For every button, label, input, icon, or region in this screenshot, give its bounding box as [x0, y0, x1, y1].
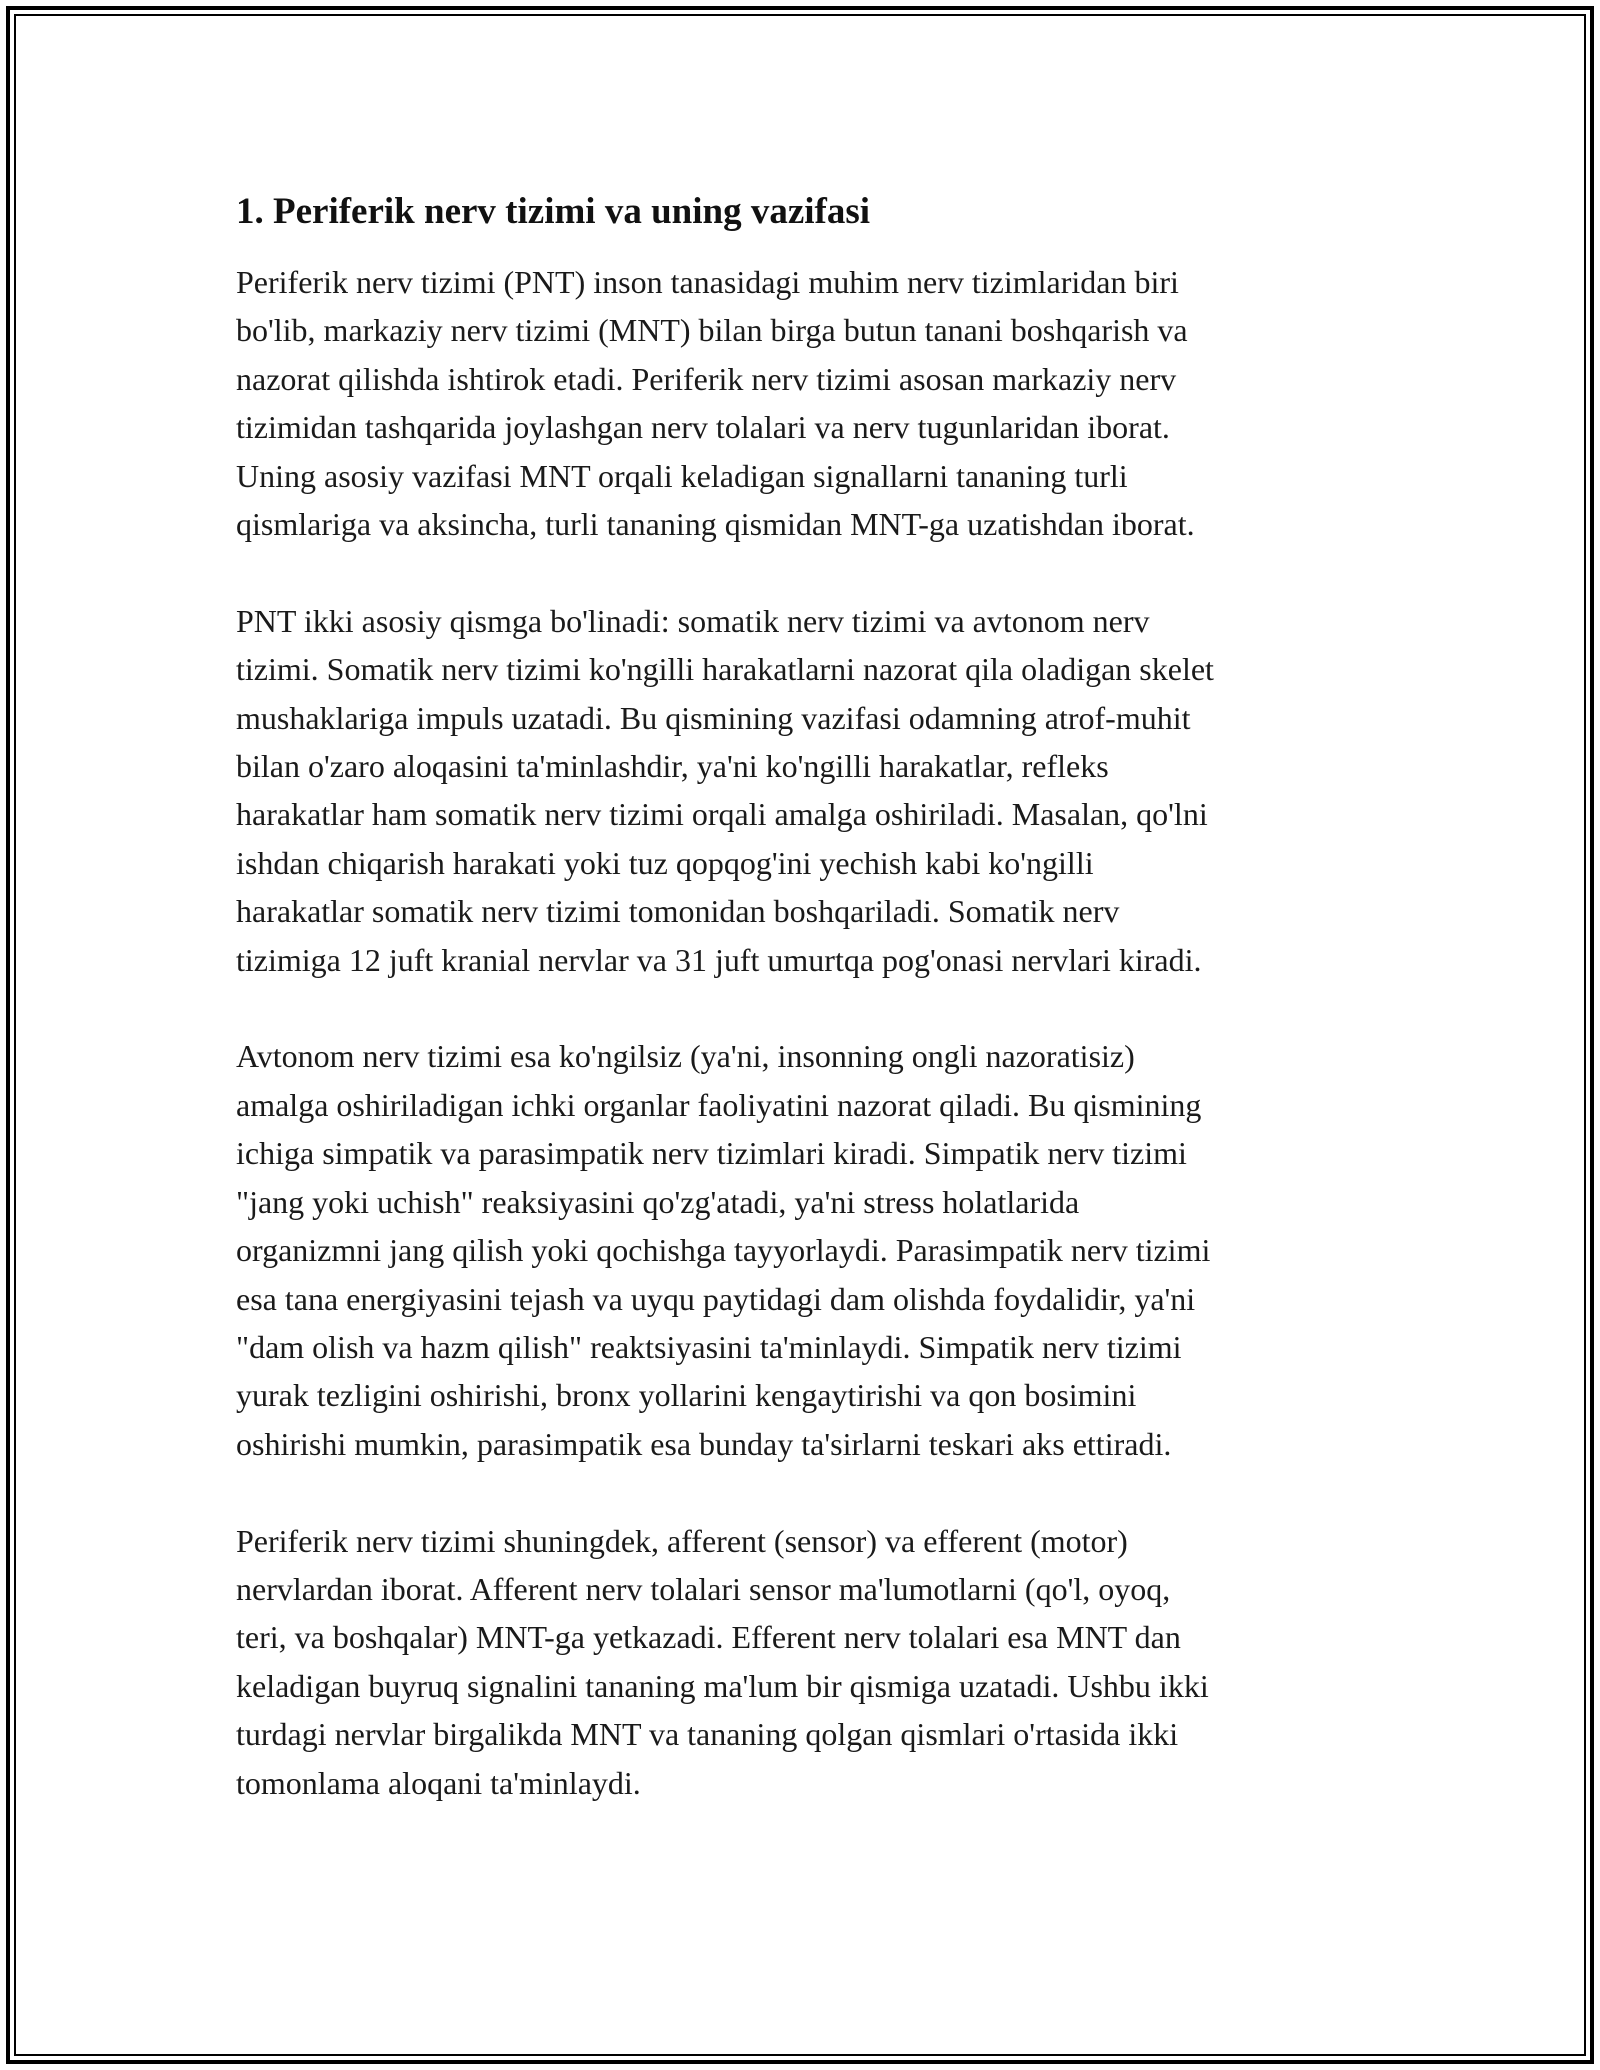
text-line: PNT ikki asosiy qismga bo'linadi: somatik nerv tizimi va avtonom nerv [236, 602, 1150, 639]
text-line: keladigan buyruq signalini tananing ma'lum bir qismiga uzatadi. Ushbu ikki [236, 1667, 1209, 1704]
paragraph-1 [236, 258, 1386, 548]
text-line: mushaklariga impuls uzatadi. Bu qismining vazifasi odamning atrof-muhit [236, 699, 1191, 736]
text-line: nervlardan iborat. Afferent nerv tolalari sensor ma'lumotlarni (qo'l, oyoq, [236, 1570, 1171, 1607]
text-line: tizimiga 12 juft kranial nervlar va 31 juft umurtqa pog'onasi nervlari kiradi. [236, 941, 1202, 978]
text-line: tizimidan tashqarida joylashgan nerv tolalari va nerv tugunlaridan iborat. [236, 409, 1170, 446]
paragraph-3 [236, 1032, 1386, 1468]
text-line: amalga oshiriladigan ichki organlar faoliyatini nazorat qiladi. Bu qismining [236, 1086, 1202, 1123]
text-line: yurak tezligini oshirishi, bronx yollarini kengaytirishi va qon bosimini [236, 1377, 1137, 1414]
text-line: Uning asosiy vazifasi MNT orqali keladigan signallarni tananing turli [236, 457, 1128, 494]
text-line: ichiga simpatik va parasimpatik nerv tizimlari kiradi. Simpatik nerv tizimi [236, 1135, 1187, 1172]
text-line: qismlariga va aksincha, turli tananing qismidan MNT-ga uzatishdan iborat. [236, 506, 1195, 543]
text-line: Avtonom nerv tizimi esa ko'ngilsiz (ya'ni, insonning ongli nazoratisiz) [236, 1038, 1135, 1075]
text-line: nazorat qilishda ishtirok etadi. Periferik nerv tizimi asosan markaziy nerv [236, 360, 1177, 397]
text-line: turdagi nervlar birgalikda MNT va tananing qolgan qismlari o'rtasida ikki [236, 1716, 1179, 1753]
text-line: tizimi. Somatik nerv tizimi ko'ngilli harakatlarni nazorat qila oladigan skelet [236, 651, 1214, 688]
text-line: "dam olish va hazm qilish" reaktsiyasini ta'minlaydi. Simpatik nerv tizimi [236, 1328, 1182, 1365]
paragraph-4 [236, 1517, 1386, 1807]
text-line: bilan o'zaro aloqasini ta'minlashdir, ya'ni ko'ngilli harakatlar, refleks [236, 748, 1109, 785]
text-line: Periferik nerv tizimi (PNT) inson tanasidagi muhim nerv tizimlaridan biri [236, 264, 1179, 300]
text-line: harakatlar somatik nerv tizimi tomonidan boshqariladi. Somatik nerv [236, 893, 1120, 930]
text-line: Periferik nerv tizimi shuningdek, afferent (sensor) va efferent (motor) [236, 1522, 1128, 1559]
text-line: "jang yoki uchish" reaksiyasini qo'zg'atadi, ya'ni stress holatlarida [236, 1183, 1080, 1220]
text-line: ishdan chiqarish harakati yoki tuz qopqog'ini yechish kabi ko'ngilli [236, 844, 1094, 881]
text-line: teri, va boshqalar) MNT-ga yetkazadi. Efferent nerv tolalari esa MNT dan [236, 1619, 1181, 1656]
text-line: organizmni jang qilish yoki qochishga tayyorlaydi. Parasimpatik nerv tizimi [236, 1232, 1211, 1269]
text-line: oshirishi mumkin, parasimpatik esa bunday ta'sirlarni teskari aks ettiradi. [236, 1425, 1172, 1462]
paragraph-2 [236, 597, 1386, 984]
text-line: bo'lib, markaziy nerv tizimi (MNT) bilan birga butun tanani boshqarish va [236, 312, 1188, 349]
section-heading: 1. Periferik nerv tizimi va uning vazifasi [236, 191, 871, 232]
text-line: esa tana energiyasini tejash va uyqu paytidagi dam olishda foydalidir, ya'ni [236, 1280, 1196, 1317]
text-line: tomonlama aloqani ta'minlaydi. [236, 1764, 641, 1801]
text-line: harakatlar ham somatik nerv tizimi orqali amalga oshiriladi. Masalan, qo'lni [236, 796, 1208, 833]
document-body [236, 186, 1386, 1855]
